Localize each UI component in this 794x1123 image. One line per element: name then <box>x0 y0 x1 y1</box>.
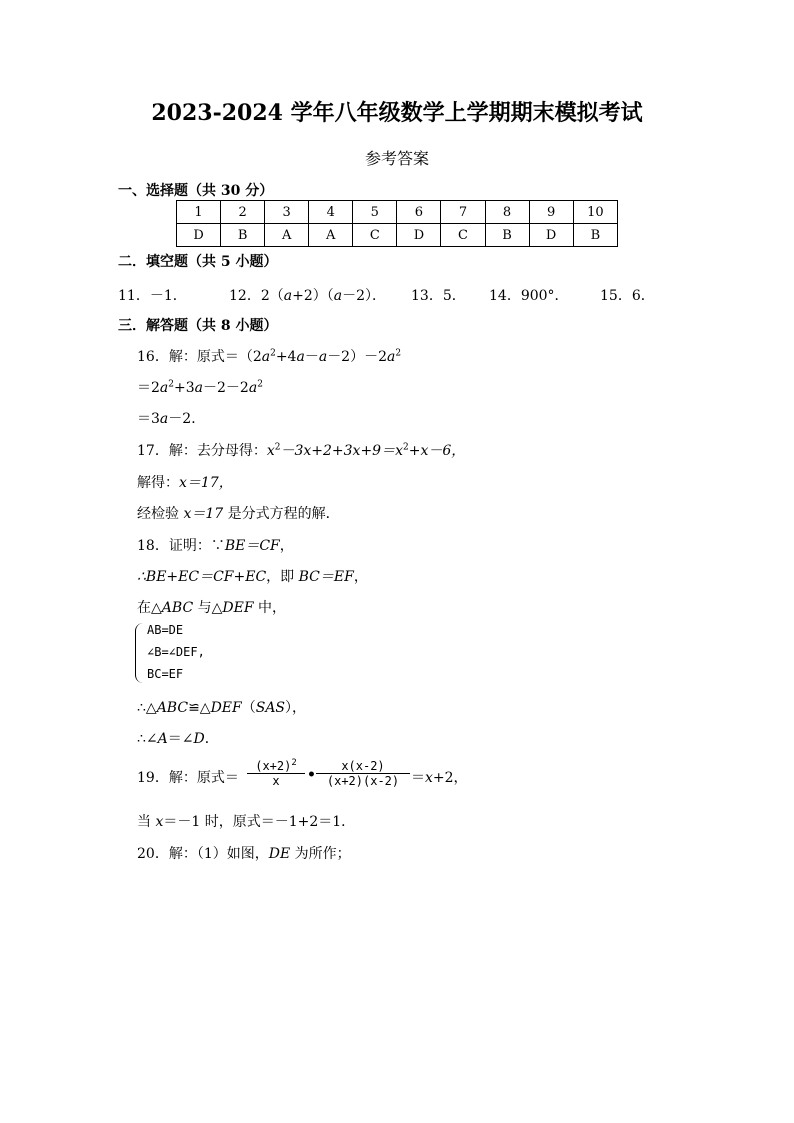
answer-12: 12．2（a+2）（a－2）． <box>229 288 387 304</box>
question-number-cell: 8 <box>485 201 529 224</box>
q18-line-4: ∴△ABC≌△DEF（SAS）， <box>137 700 307 716</box>
brace-line-1: AB=DE <box>147 623 184 637</box>
left-brace-icon <box>135 623 144 683</box>
question-number-cell: 3 <box>265 201 309 224</box>
answer-cell: D <box>529 224 573 247</box>
q19-fraction-1: $\frac{(x+2)^2}{x}$ <box>247 759 305 788</box>
q19-result: ＝x+2， <box>411 770 468 786</box>
page-subtitle: 参考答案 <box>364 149 429 168</box>
answer-cell: B <box>221 224 265 247</box>
q16-line-3: ＝3a－2． <box>137 411 206 427</box>
q19-prefix: 19．解：原式＝ <box>137 770 239 786</box>
answer-cell: B <box>573 224 617 247</box>
question-number-cell: 7 <box>441 201 485 224</box>
answer-cell: A <box>265 224 309 247</box>
answer-table-answer-row <box>177 224 618 247</box>
answer-table <box>176 200 618 247</box>
question-number-cell: 1 <box>177 201 221 224</box>
q16-line-1: 16．解：原式$=(2a^2+4a-a-2)-2a^2$ <box>137 348 402 365</box>
answer-table-number-row <box>177 201 618 224</box>
answer-cell: C <box>353 224 397 247</box>
q17-line-1: 17．解：去分母得：$x^2-3x+2+3x+9=x^2+x-6$， <box>137 442 466 459</box>
q18-line-3: 在△ABC 与△DEF 中， <box>137 600 286 616</box>
q17-line-2: 解得：x＝17， <box>137 475 233 491</box>
question-number-cell: 10 <box>573 201 617 224</box>
q17-line-3: 经检验 x＝17 是分式方程的解． <box>137 506 340 522</box>
answer-cell: C <box>441 224 485 247</box>
page-title: 2023-2024 学年八年级数学上学期期末模拟考试 <box>151 100 643 126</box>
question-number-cell: 5 <box>353 201 397 224</box>
answer-cell: A <box>309 224 353 247</box>
answer-cell: B <box>485 224 529 247</box>
q18-line-1: 18．证明：∵BE＝CF， <box>137 538 294 554</box>
question-number-cell: 4 <box>309 201 353 224</box>
answer-14: 14．900°． <box>489 288 569 304</box>
section-heading-solve: 三．解答题（共 8 小题） <box>118 318 278 334</box>
question-number-cell: 6 <box>397 201 441 224</box>
answer-11: 11．－1． <box>118 288 187 304</box>
q20-line-1: 20．解：（1）如图，DE 为所作； <box>137 846 351 862</box>
section-heading-fill: 二．填空题（共 5 小题） <box>118 254 278 270</box>
q19-fraction-2: $\frac{x(x-2)}{(x+2)(x-2)}$ <box>316 759 410 788</box>
q18-brace-system <box>135 621 295 687</box>
brace-line-2: ∠B=∠DEF, <box>147 645 205 659</box>
answer-cell: D <box>397 224 441 247</box>
answer-13: 13．5． <box>411 288 466 304</box>
q16-line-2: $=2a^2+3a-2-2a^2$ <box>137 379 263 396</box>
q18-line-5: ∴∠A＝∠D． <box>137 731 219 747</box>
answer-15: 15．6． <box>600 288 655 304</box>
answer-cell: D <box>177 224 221 247</box>
brace-line-3: BC=EF <box>147 667 184 681</box>
section-heading-choice: 一、选择题（共 30 分） <box>118 183 274 199</box>
q18-line-2: ∴BE+EC＝CF+EC，即 BC＝EF， <box>137 569 368 585</box>
q19-dot: • <box>307 767 316 783</box>
question-number-cell: 9 <box>529 201 573 224</box>
question-number-cell: 2 <box>221 201 265 224</box>
q19-line-2: 当 x＝－1 时，原式＝－1+2＝1． <box>137 814 356 830</box>
